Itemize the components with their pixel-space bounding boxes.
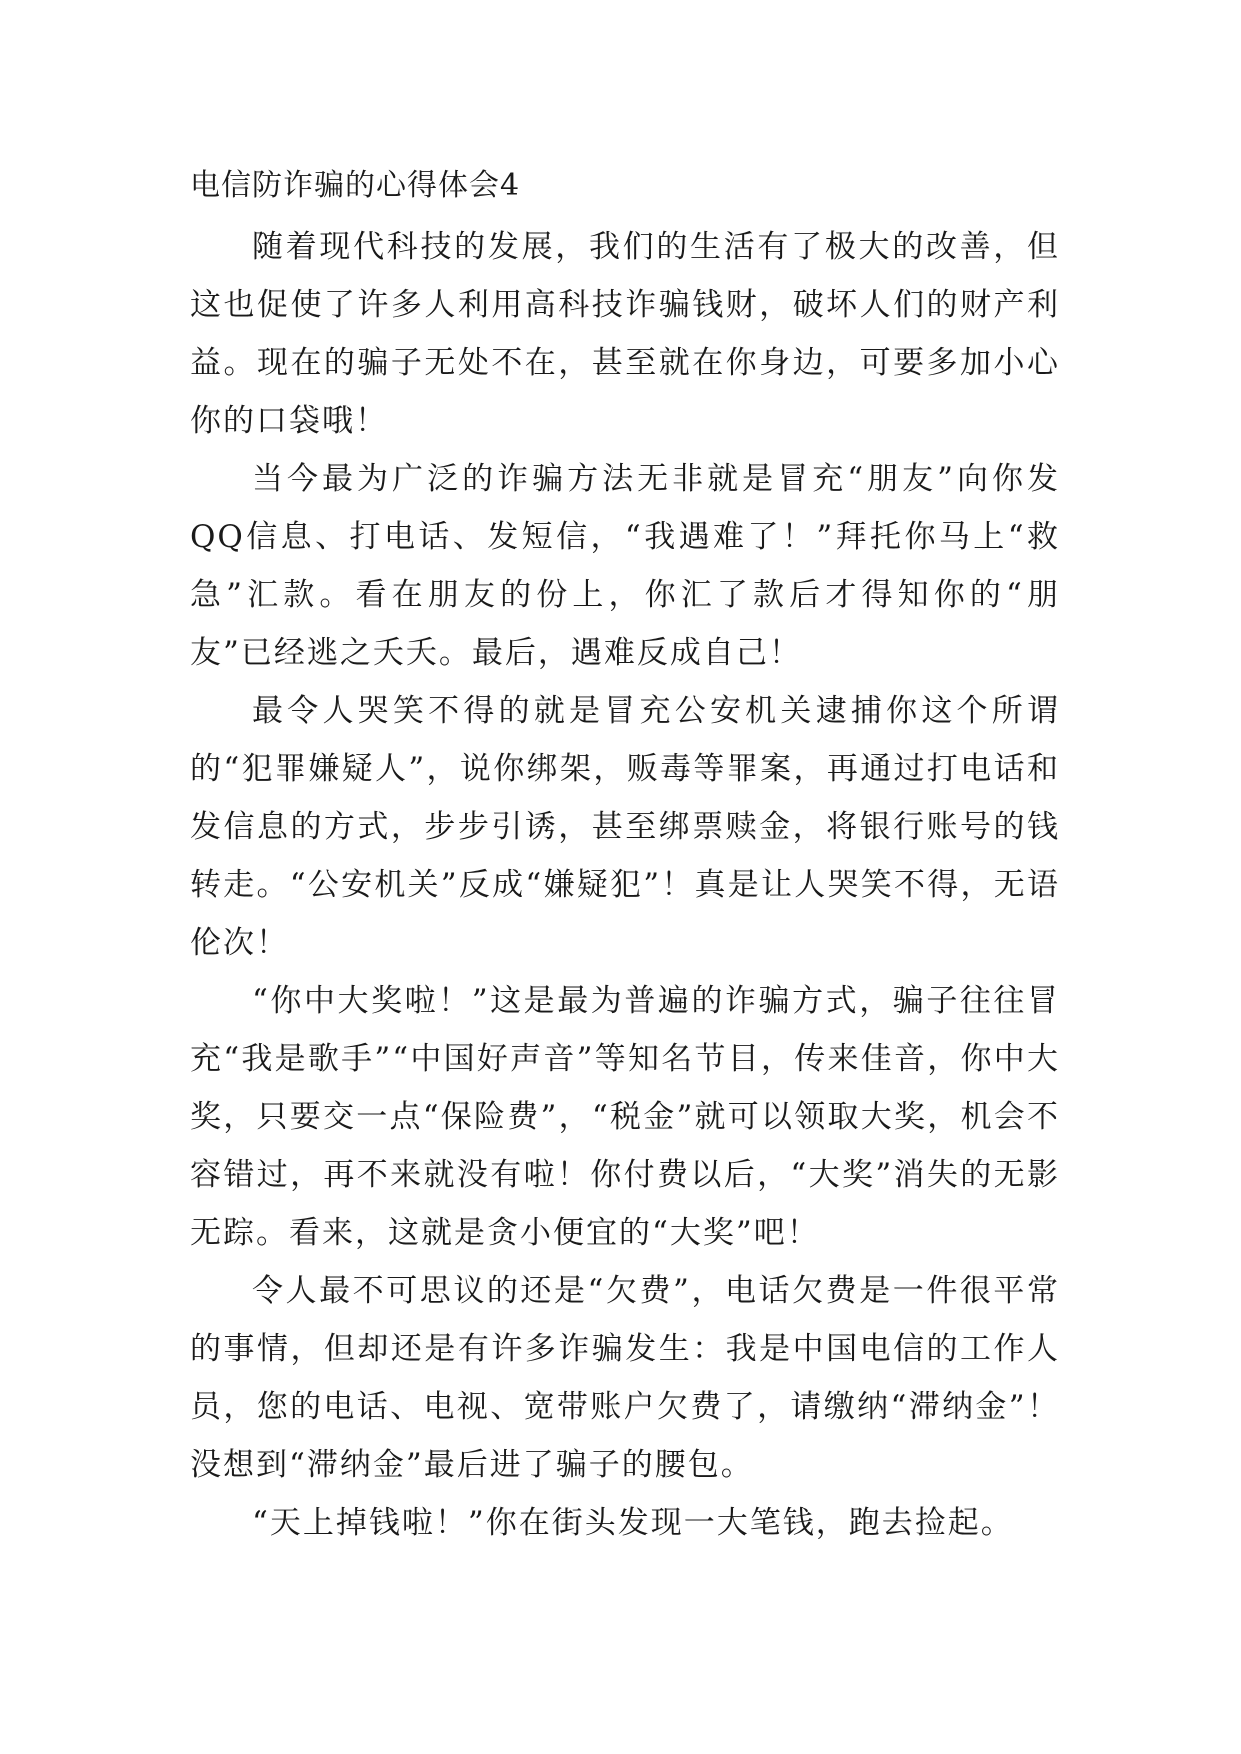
paragraph: 最令人哭笑不得的就是冒充公安机关逮捕你这个所谓的“犯罪嫌疑人”，说你绑架，贩毒等罪案，再通过打电话和发信息的方式，步步引诱，甚至绑票赎金，将银行账号的钱转走。“公安机关”反成“嫌疑犯”！真是让人哭笑不得，无语伦次！ <box>190 693 1060 961</box>
document-page <box>190 160 1060 1552</box>
document-title: 电信防诈骗的心得体会4 <box>190 168 521 203</box>
paragraph: 当今最为广泛的诈骗方法无非就是冒充“朋友”向你发QQ信息、打电话、发短信，“我遇难了！”拜托你马上“救急”汇款。看在朋友的份上，你汇了款后才得知你的“朋友”已经逃之夭夭。最后，遇难反成自己！ <box>190 461 1060 671</box>
paragraph: 随着现代科技的发展，我们的生活有了极大的改善，但这也促使了许多人利用高科技诈骗钱财，破坏人们的财产利益。现在的骗子无处不在，甚至就在你身边，可要多加小心你的口袋哦！ <box>190 229 1060 439</box>
paragraph: “天上掉钱啦！”你在街头发现一大笔钱，跑去捡起。 <box>252 1505 1014 1541</box>
paragraph: 令人最不可思议的还是“欠费”，电话欠费是一件很平常的事情，但却还是有许多诈骗发生：我是中国电信的工作人员，您的电话、电视、宽带账户欠费了，请缴纳“滞纳金”！没想到“滞纳金”最后进了骗子的腰包。 <box>190 1273 1060 1483</box>
paragraph: “你中大奖啦！”这是最为普遍的诈骗方式，骗子往往冒充“我是歌手”“中国好声音”等知名节目，传来佳音，你中大奖，只要交一点“保险费”，“税金”就可以领取大奖，机会不容错过，再不来就没有啦！你付费以后，“大奖”消失的无影无踪。看来，这就是贪小便宜的“大奖”吧！ <box>190 983 1060 1251</box>
